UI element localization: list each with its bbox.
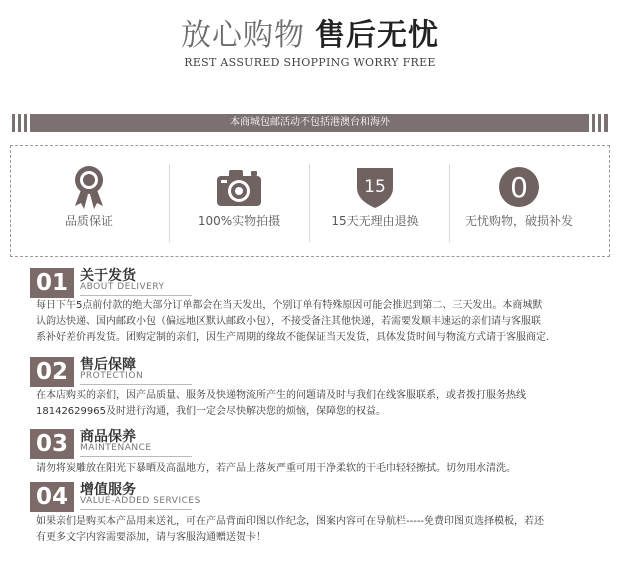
body-line: 有更多文字内容需要添加，请与客服沟通赠送贺卡！	[36, 532, 266, 543]
body-line: 系补好差价再发货。团购定制的亲们，因生产周期的缘故不能保证当天发货，具体发货时间与物流方式请于客服商定.	[36, 332, 550, 343]
section-number: 03	[30, 429, 74, 459]
section-number: 04	[30, 482, 74, 512]
section-title: 增值服务	[80, 482, 136, 498]
section-delivery	[30, 268, 605, 352]
body-line: 认韵达快递、国内邮政小包（偏远地区默认邮政小包），不接受备注其他快递，若需要发顺丰速运的亲们请与客服联	[36, 316, 541, 327]
section-underline	[80, 384, 192, 385]
divider	[169, 164, 170, 242]
camera-icon	[215, 164, 263, 210]
hero-subtitle: REST ASSURED SHOPPING WORRY FREE	[184, 56, 436, 69]
shield-icon-text: 15	[364, 177, 386, 197]
section-body	[36, 514, 606, 546]
section-body	[36, 388, 606, 420]
body-line: 18142629965及时进行沟通，我们一定会尽快解决您的烦恼，保障您的权益。	[36, 406, 386, 417]
shield-icon	[351, 164, 399, 210]
section-subtitle: ABOUT DELIVERY	[80, 282, 165, 292]
feature-worryfree	[451, 146, 587, 258]
section-underline	[80, 509, 192, 510]
section-number: 01	[30, 268, 74, 298]
notice-band-text: 本商城包邮活动不包括港澳台和海外	[230, 117, 390, 128]
body-line: 请勿将炭雕放在阳光下暴晒及高温地方，若产品上落灰严重可用干净柔软的干毛巾轻轻擦拭。切勿用水清洗。	[36, 463, 516, 474]
hero-title-light: 放心购物	[181, 18, 305, 53]
section-subtitle: PROTECTION	[80, 371, 144, 381]
feature-return	[307, 146, 443, 258]
body-line: 在本店购买的亲们，因产品质量、服务及快递物流所产生的问题请及时与我们在线客服联系，或者拨打服务热线	[36, 390, 526, 401]
feature-strip	[10, 145, 610, 257]
body-line: 每日下午5点前付款的绝大部分订单都会在当天发出，个别订单有特殊原因可能会推迟到第二、三天发出。本商城默	[36, 300, 543, 311]
zero-icon	[495, 164, 543, 210]
section-body	[36, 461, 606, 477]
section-subtitle: MAINTENANCE	[80, 443, 152, 453]
section-body	[36, 298, 606, 346]
divider	[449, 164, 450, 242]
zero-icon-text: 0	[510, 171, 528, 204]
notice-band	[12, 114, 608, 132]
section-underline	[80, 295, 192, 296]
section-protection	[30, 357, 605, 427]
feature-quality-label: 品质保证	[64, 214, 113, 228]
section-underline	[80, 456, 192, 457]
feature-worryfree-label: 无忧购物，破损补发	[464, 214, 573, 228]
band-stripes-right	[586, 114, 608, 132]
medal-icon	[65, 164, 113, 210]
section-title: 售后保障	[80, 357, 136, 373]
section-subtitle: VALUE-ADDED SERVICES	[80, 496, 201, 506]
section-title: 关于发货	[80, 268, 136, 284]
feature-photo-label: 100%实物拍摄	[197, 214, 281, 228]
feature-photo	[171, 146, 307, 258]
hero-title-bold: 售后无忧	[315, 18, 439, 53]
section-title: 商品保养	[80, 429, 136, 445]
section-number: 02	[30, 357, 74, 387]
section-value-added	[30, 482, 605, 552]
hero-header	[0, 0, 620, 80]
hero-title	[0, 18, 620, 54]
feature-quality	[21, 146, 157, 258]
body-line: 如果亲们是购买本产品用来送礼，可在产品背面印图以作纪念，图案内容可在导航栏-----免费印图页选择模板，若还	[36, 516, 545, 527]
section-maintenance	[30, 429, 605, 479]
feature-return-label: 15天无理由退换	[331, 214, 419, 228]
